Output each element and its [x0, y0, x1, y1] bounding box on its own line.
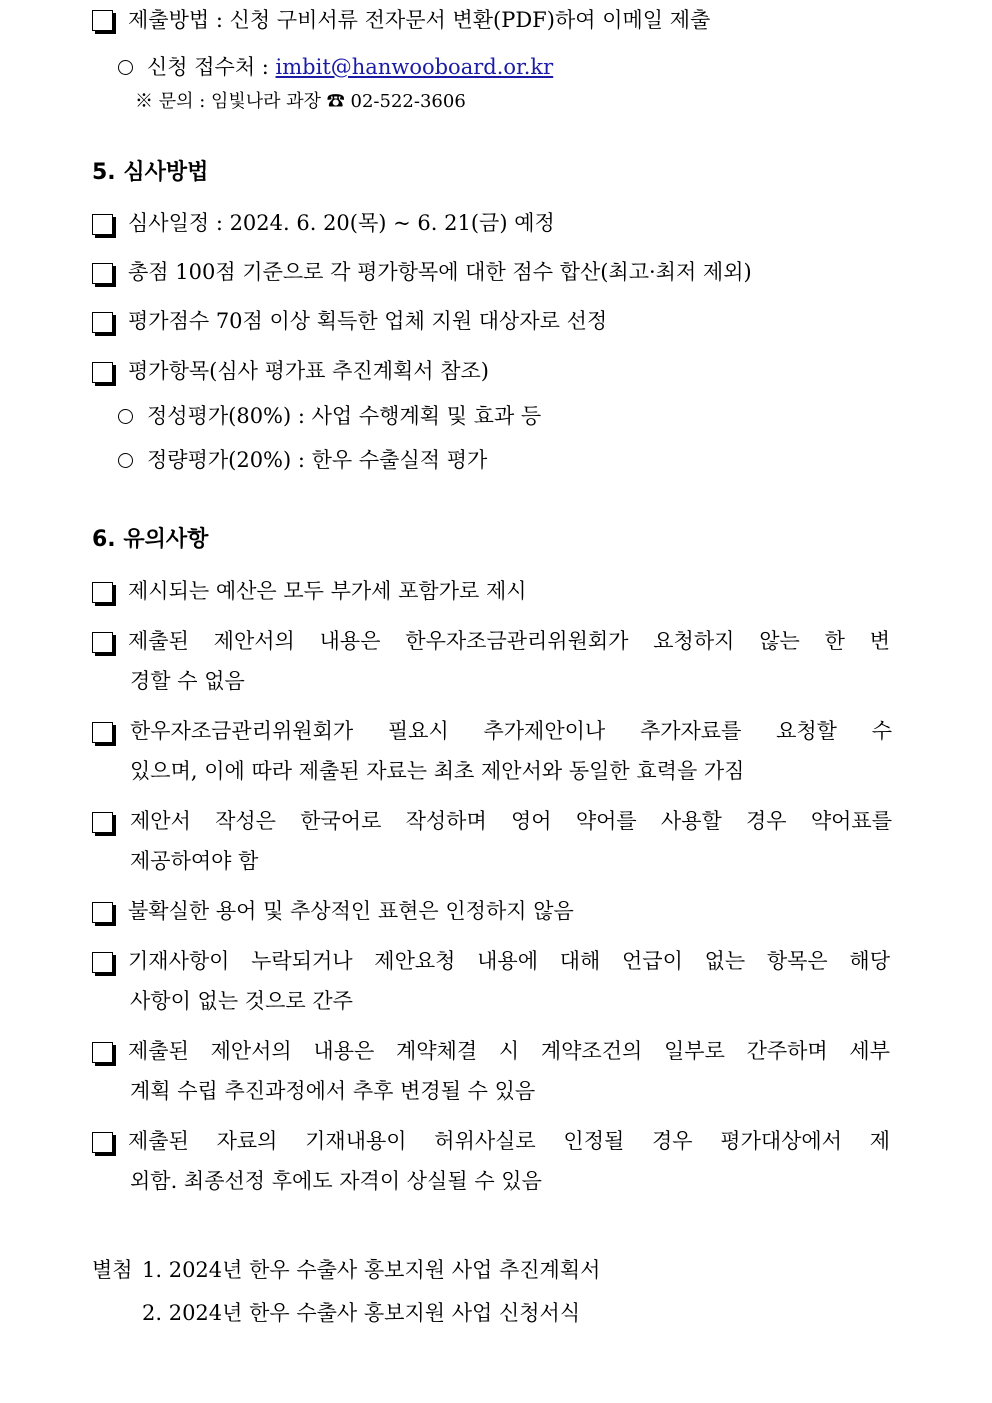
section5-item: 평가점수 70점 이상 획득한 업체 지원 대상자로 선정	[128, 309, 608, 333]
circle-bullet-icon	[118, 409, 133, 424]
section5-item: 총점 100점 기준으로 각 평가항목에 대한 점수 합산(최고·최저 제외)	[128, 260, 752, 284]
attachment-item: 2. 2024년 한우 수출사 홍보지원 사업 신청서식	[142, 1301, 581, 1325]
submission-method: 제출방법 : 신청 구비서류 전자문서 변환(PDF)하여 이메일 제출	[128, 8, 711, 32]
sub-text: 정성평가(80%) : 사업 수행계획 및 효과 등	[147, 404, 542, 428]
attachment-item: 1. 2024년 한우 수출사 홍보지원 사업 추진계획서	[142, 1258, 601, 1282]
section5-item: 심사일정 : 2024. 6. 20(목) ~ 6. 21(금) 예정	[128, 211, 555, 235]
checkbox-bullet-icon	[92, 582, 113, 603]
section5-title: 5. 심사방법	[92, 160, 209, 185]
inquiry-text: ※ 문의 : 임빛나라 과장	[135, 91, 322, 112]
section6-title: 6. 유의사항	[92, 527, 209, 552]
checkbox-bullet-icon	[92, 722, 113, 743]
inquiry-line	[135, 87, 466, 117]
reception-line	[118, 52, 553, 82]
checkbox-bullet-icon	[92, 10, 113, 31]
checkbox-bullet-icon	[92, 952, 113, 973]
section6-item: 제안서 작성은 한국어로 작성하며 영어 약어를 사용할 경우 약어표를	[130, 809, 892, 833]
checkbox-bullet-icon	[92, 632, 113, 653]
checkbox-bullet-icon	[92, 263, 113, 284]
checkbox-bullet-icon	[92, 812, 113, 833]
attachment-label: 별첨	[92, 1258, 133, 1282]
section5-item: 평가항목(심사 평가표 추진계획서 참조)	[128, 359, 489, 383]
reception-label: 신청 접수처 :	[147, 55, 269, 79]
section6-item: 제출된 자료의 기재내용이 허위사실로 인정될 경우 평가대상에서 제	[128, 1129, 890, 1153]
checkbox-bullet-icon	[92, 214, 113, 235]
section6-item-cont: 있으며, 이에 따라 제출된 자료는 최초 제안서와 동일한 효력을 가짐	[130, 759, 745, 783]
circle-bullet-icon	[118, 453, 133, 468]
sub-text: 정량평가(20%) : 한우 수출실적 평가	[147, 448, 488, 472]
section6-item-cont: 계획 수립 추진과정에서 추후 변경될 수 있음	[130, 1079, 536, 1103]
checkbox-bullet-icon	[92, 1132, 113, 1153]
section6-item-cont: 제공하여야 함	[130, 849, 259, 873]
section6-item-cont: 사항이 없는 것으로 간주	[130, 989, 353, 1013]
section6-item: 제출된 제안서의 내용은 계약체결 시 계약조건의 일부로 간주하며 세부	[128, 1039, 890, 1063]
circle-bullet-icon	[118, 60, 133, 75]
section6-item: 한우자조금관리위원회가 필요시 추가제안이나 추가자료를 요청할 수	[130, 719, 892, 743]
phone-number: 02-522-3606	[350, 91, 466, 112]
section6-item-cont: 경할 수 없음	[130, 669, 245, 693]
section6-item-cont: 외함. 최종선정 후에도 자격이 상실될 수 있음	[130, 1169, 542, 1193]
section6-item: 제시되는 예산은 모두 부가세 포함가로 제시	[128, 579, 527, 603]
phone-icon: ☎	[326, 91, 345, 112]
checkbox-bullet-icon	[92, 902, 113, 923]
email-link[interactable]: imbit@hanwooboard.or.kr	[275, 55, 554, 79]
checkbox-bullet-icon	[92, 362, 113, 383]
checkbox-bullet-icon	[92, 312, 113, 333]
section6-item: 기재사항이 누락되거나 제안요청 내용에 대해 언급이 없는 항목은 해당	[128, 949, 890, 973]
section5-sub	[118, 445, 487, 475]
section6-item: 제출된 제안서의 내용은 한우자조금관리위원회가 요청하지 않는 한 변	[128, 629, 890, 653]
section5-sub	[118, 401, 541, 431]
checkbox-bullet-icon	[92, 1042, 113, 1063]
section6-item: 불확실한 용어 및 추상적인 표현은 인정하지 않음	[128, 899, 574, 923]
